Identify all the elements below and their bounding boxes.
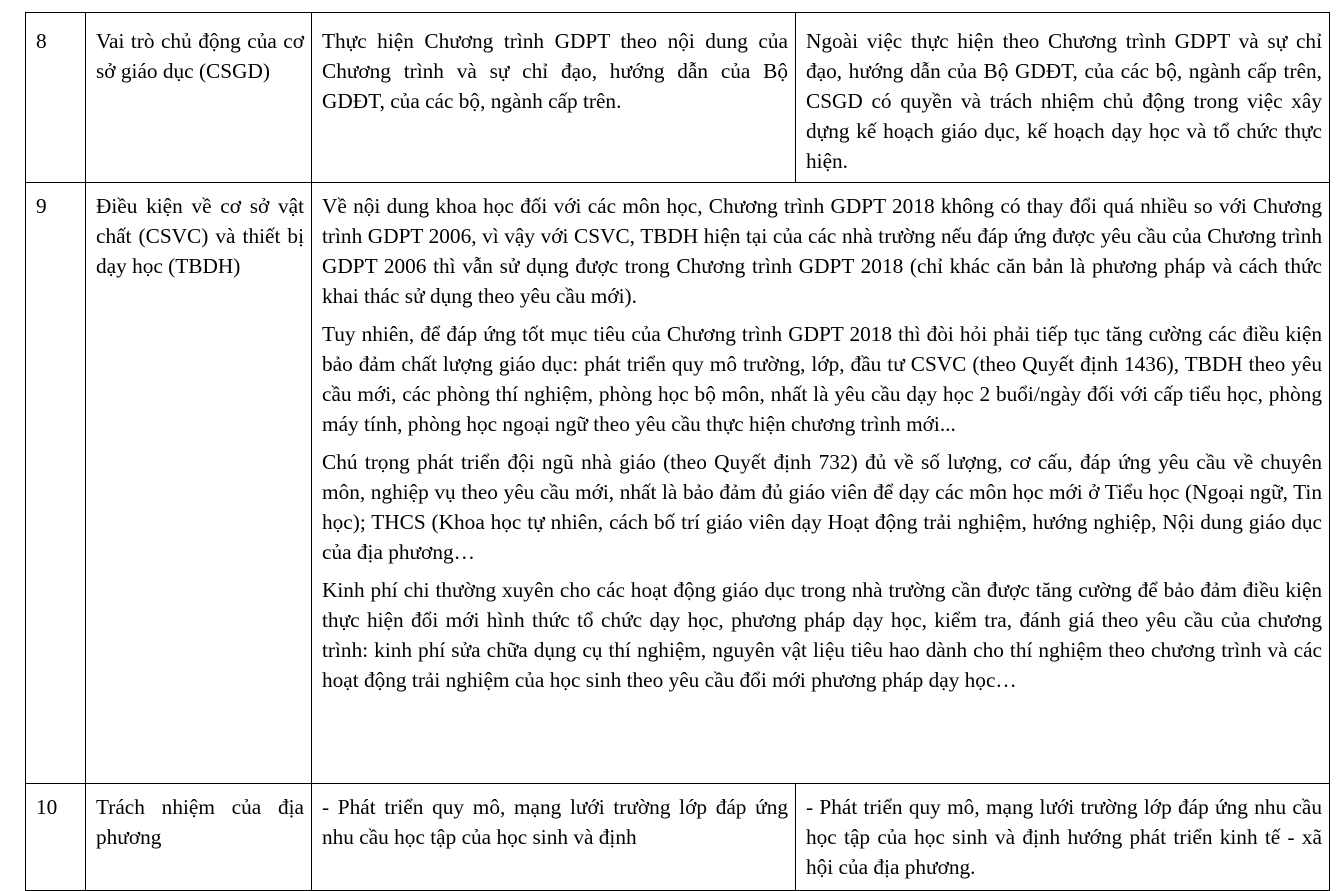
paragraph: Kinh phí chi thường xuyên cho các hoạt động giáo dục trong nhà trường cần được tăng cường để bảo đảm điều kiện thực hiện đổi mới hình thức tổ chức dạy học, phương pháp dạy học, kiểm tra, đánh giá theo yêu cầu của chương trình: kinh phí sửa chữa dụng cụ thí nghiệm, nguyên vật liệu tiêu hao dành cho thí nghiệm theo chương trình và các hoạt động trải nghiệm của học sinh theo yêu cầu đổi mới phương pháp dạy học… — [322, 578, 1322, 692]
table-row — [26, 784, 1330, 891]
criterion-cell: Trách nhiệm của địa phương — [86, 784, 312, 891]
program-2018-cell: Ngoài việc thực hiện theo Chương trình GDPT và sự chỉ đạo, hướng dẫn của Bộ GDĐT, của các bộ, ngành cấp trên, CSGD có quyền và trách nhiệm chủ động trong việc xây dựng kế hoạch giáo dục, kế hoạch dạy học và tổ chức thực hiện. — [796, 13, 1330, 183]
program-2018-cell: - Phát triển quy mô, mạng lưới trường lớp đáp ứng nhu cầu học tập của học sinh và định hướng phát triển kinh tế - xã hội của địa phương. — [796, 784, 1330, 891]
row-number: 9 — [26, 183, 86, 784]
paragraph: Tuy nhiên, để đáp ứng tốt mục tiêu của Chương trình GDPT 2018 thì đòi hỏi phải tiếp tục tăng cường các điều kiện bảo đảm chất lượng giáo dục: phát triển quy mô trường, lớp, đầu tư CSVC (theo Quyết định 1436), TBDH theo yêu cầu mới, các phòng thí nghiệm, phòng học bộ môn, nhất là yêu cầu dạy học 2 buổi/ngày đối với cấp tiểu học, phòng máy tính, phòng học ngoại ngữ theo yêu cầu thực hiện chương trình mới... — [322, 322, 1322, 436]
criterion-cell: Vai trò chủ động của cơ sở giáo dục (CSGD) — [86, 13, 312, 183]
program-2006-cell — [312, 784, 796, 891]
row-number: 10 — [26, 784, 86, 891]
paragraph: Chú trọng phát triển đội ngũ nhà giáo (theo Quyết định 732) đủ về số lượng, cơ cấu, đáp ứng yêu cầu về chuyên môn, nghiệp vụ theo yêu cầu mới, nhất là bảo đảm đủ giáo viên để dạy các môn học mới ở Tiểu học (Ngoại ngữ, Tin học); THCS (Khoa học tự nhiên, cách bố trí giáo viên dạy Hoạt động trải nghiệm, hướng nghiệp, Nội dung giáo dục của địa phương… — [322, 450, 1322, 564]
merged-content-cell — [312, 183, 1330, 784]
paragraph: Về nội dung khoa học đối với các môn học, Chương trình GDPT 2018 không có thay đổi quá nhiều so với Chương trình GDPT 2006, vì vậy với CSVC, TBDH hiện tại của các nhà trường nếu đáp ứng được yêu cầu của Chương trình GDPT 2006 thì vẫn sử dụng được trong Chương trình GDPT 2018 (chỉ khác căn bản là phương pháp và cách thức khai thác sử dụng theo yêu cầu mới). — [322, 194, 1322, 308]
table-row — [26, 183, 1330, 784]
program-2006-cell: Thực hiện Chương trình GDPT theo nội dung của Chương trình và sự chỉ đạo, hướng dẫn của Bộ GDĐT, của các bộ, ngành cấp trên. — [312, 13, 796, 183]
table-row — [26, 13, 1330, 183]
criterion-cell: Điều kiện về cơ sở vật chất (CSVC) và thiết bị dạy học (TBDH) — [86, 183, 312, 784]
comparison-table — [25, 12, 1330, 891]
cell-text: - Phát triển quy mô, mạng lưới trường lớp đáp ứng nhu cầu học tập của học sinh và định — [322, 795, 788, 849]
row-number: 8 — [26, 13, 86, 183]
